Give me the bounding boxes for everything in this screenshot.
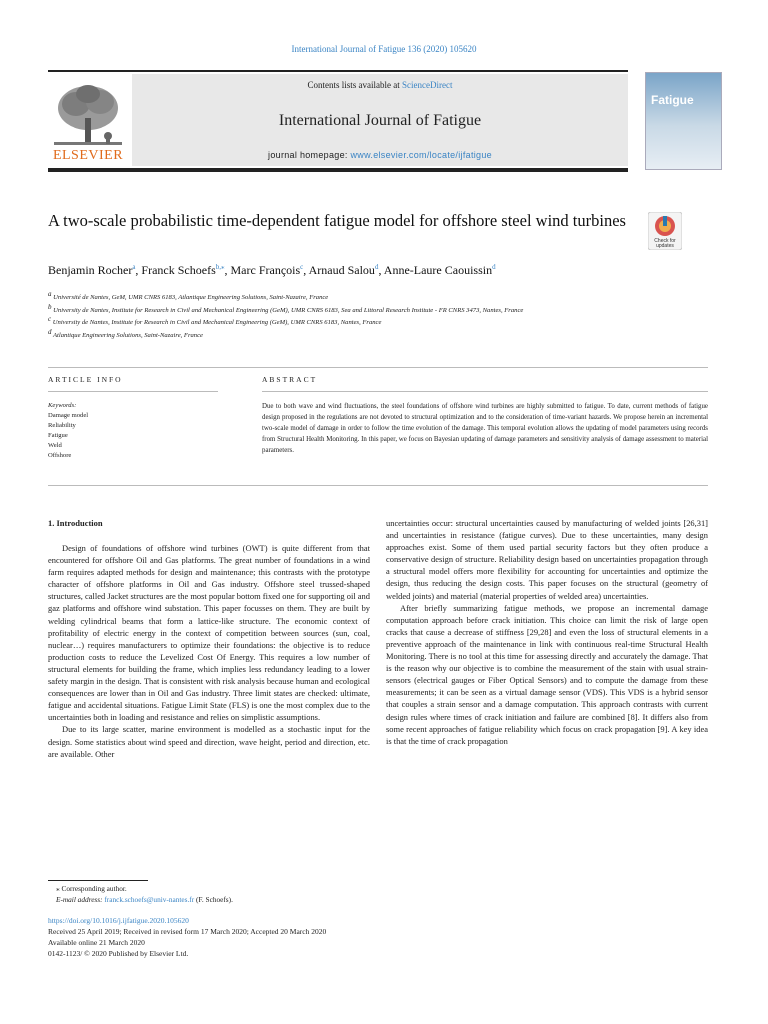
email-label: E-mail address: xyxy=(56,895,105,904)
author-sup[interactable]: a xyxy=(132,263,136,271)
author-sup[interactable]: d xyxy=(374,263,379,271)
author-name[interactable]: Arnaud Salou xyxy=(308,263,375,277)
keyword: Offshore xyxy=(48,452,72,459)
article-info-heading: ARTICLE INFO xyxy=(48,375,123,384)
affiliation-list xyxy=(48,290,688,341)
affiliation-text: University de Nantes, Institute for Research in Civil and Mechanical Engineering (GeM), UMR CNRS 6183, Sea and Littoral Research Institute - FR CNRS 3473, Nantes, France xyxy=(53,306,524,314)
author-name[interactable]: Marc François xyxy=(230,263,301,277)
doi-link[interactable]: https://doi.org/10.1016/j.ijfatigue.2020.105620 xyxy=(48,916,189,925)
author-name[interactable]: Anne-Laure Caouissin xyxy=(383,263,493,277)
body-column-left xyxy=(48,542,370,760)
keyword: Damage model xyxy=(48,412,89,419)
affiliation-item xyxy=(48,290,688,303)
journal-cover-image xyxy=(645,72,722,170)
email-line xyxy=(56,894,233,905)
affiliation-item xyxy=(48,303,688,316)
contents-prefix: Contents lists available at xyxy=(307,80,402,90)
contents-line xyxy=(132,80,628,90)
body-column-right xyxy=(386,517,708,747)
crossmark-icon[interactable] xyxy=(648,212,682,250)
divider xyxy=(48,485,708,486)
affiliation-item xyxy=(48,315,688,328)
homepage-line xyxy=(132,150,628,160)
available-online: Available online 21 March 2020 xyxy=(48,938,145,947)
affiliation-text: Atlantique Engineering Solutions, Saint-Nazaire, France xyxy=(53,332,203,340)
affiliation-sup: c xyxy=(48,315,52,324)
affiliation-sup: b xyxy=(48,302,52,311)
copyright: 0142-1123/ © 2020 Published by Elsevier Ltd. xyxy=(48,949,189,958)
footnote-rule xyxy=(48,880,148,881)
body-paragraph: After briefly summarizing fatigue methods, we propose an incremental damage computation approach before crack initiation. This choice can limit the risk of large open cracks that cause a decrease of stiffness [29,28] and even the loss of structural elements in a preventive approach of the maintenance in link with continuous real-time Structural Health Monitoring. There is no tool at this time for assessing directly and accurately the damage. That is the reason why our objective is to combine the measurement of the stain with usual strain-sensors (electrical gauges or Fiber Optical Sensors) and to compute the damage from these measurements; it can be seen as a virtual damage sensor (VDS). This VDS is a hybrid sensor that couples a strain sensor and a damage computation. This approach contrasts with current design rules where times of crack initiation and failure are combined [8]. It differs also from some recent approaches of fatigue reliability which focus on crack propagation [9]. A key idea is that the time of crack propagation xyxy=(386,602,708,746)
journal-name: International Journal of Fatigue xyxy=(278,112,482,129)
journal-reference[interactable]: International Journal of Fatigue 136 (2020) 105620 xyxy=(291,44,477,54)
affiliation-sup: d xyxy=(48,328,52,337)
keywords-block xyxy=(48,401,88,461)
article-history xyxy=(48,915,326,959)
email-suffix: (F. Schoefs). xyxy=(194,895,233,904)
header-rule-top xyxy=(48,70,628,72)
email-link[interactable]: franck.schoefs@univ-nantes.fr xyxy=(104,895,195,904)
corresponding-author-note: ⁎ Corresponding author. xyxy=(56,884,127,893)
keyword: Reliability xyxy=(48,422,76,429)
author-sup[interactable]: c xyxy=(300,263,304,271)
author-sup[interactable]: d xyxy=(492,263,496,271)
author-list: Benjamin Rocher$^a$, Franck Schoefs$^{b,⁎}$, Marc François$^c$, Arnaud Salou$^d$, Anne-Laure Caouissin$^d$ xyxy=(48,263,496,277)
received-dates: Received 25 April 2019; Received in revised form 17 March 2020; Accepted 20 March 2020 xyxy=(48,927,327,936)
keywords-label: Keywords: xyxy=(48,402,77,409)
article-title: A two-scale probabilistic time-dependent fatigue model for offshore steel wind turbines xyxy=(48,211,626,230)
homepage-prefix: journal homepage: xyxy=(268,150,351,160)
author-name[interactable]: Franck Schoefs xyxy=(141,263,216,277)
body-paragraph: Due to its large scatter, marine environment is modelled as a stochastic input for the design. Some statistics about wind speed and direction, wave height, period and direction, etc. are available. Other xyxy=(48,724,370,759)
affiliation-text: Université de Nantes, GeM, UMR CNRS 6183, Atlantique Engineering Solutions, Saint-Nazaire, France xyxy=(53,294,329,302)
divider xyxy=(48,367,708,368)
divider xyxy=(262,391,708,392)
affiliation-item xyxy=(48,328,688,341)
cover-title: Fatigue xyxy=(651,93,694,107)
section-heading: 1. Introduction xyxy=(48,518,103,528)
homepage-link[interactable]: www.elsevier.com/locate/ijfatigue xyxy=(350,150,492,160)
keyword: Fatigue xyxy=(48,432,68,439)
keyword: Weld xyxy=(48,442,62,449)
elsevier-wordmark: ELSEVIER xyxy=(52,148,124,163)
affiliation-sup: a xyxy=(48,290,52,298)
header-rule-bottom xyxy=(48,168,628,172)
body-paragraph: uncertainties occur: structural uncertainties caused by manufacturing of welded joints [26,31] and uncertainties in resistance (fatigue curves). Due to these uncertainties, many design approaches exist. Some of them used partial security factors but they often produce a conservative design of structure. Reliability design based on uncertainties propagation through a structural model offers more flexibility for accounting for uncertainties and optimize the design, thus reducing the design costs. This paper focuses on the structural (geometry of welded joints) and material (material properties of welded area) uncertainties. xyxy=(386,518,708,601)
author-sup[interactable]: b,⁎ xyxy=(215,263,225,271)
abstract-heading: ABSTRACT xyxy=(262,375,318,384)
author-name[interactable]: Benjamin Rocher xyxy=(48,263,133,277)
abstract-text: Due to both wave and wind fluctuations, the steel foundations of offshore wind turbines are highly submitted to fatigue. To date, current methods of fatigue design proposed in the regulations are not devoted to structural optimization and to the consideration of time-variant hazards. We propose herein an incremental two-scale model of damage in order to follow the time evolution of the damage. This temporal evolution allows the updating of model parameters using records from Structural Health Monitoring. In this paper, we focus on Bayesian updating of damage parameters and sensitivity analysis of damage assessment to material parameters. xyxy=(262,403,708,454)
affiliation-text: University de Nantes, Institute for Research in Civil and Mechanical Engineering (GeM), UMR CNRS 6183, Nantes, France xyxy=(52,319,382,327)
crossmark-label-2: updates xyxy=(656,243,674,249)
body-paragraph: Design of foundations of offshore wind turbines (OWT) is quite different from that encountered for offshore Oil and Gas platforms. The great number of foundations in a wind farm requires adapted methods for design and maintenance; this contrasts with the prototype character of offshore platforms in Oil and Gas industry. Offshore steel trussed-shaped structures, called Jacket structures are the most popular bottom fixed one for supporting oil and gaz platforms and offshore wind substation. This paper focusses on them. They are built by welding cylindrical beams that form a lattice-like structure. The economic context of profitability of electric energy in the context of competition between sources (sun, coal, nuclear…) requires manufacturers to optimize their foundations: the objective is to reduce production costs to reduce the Levelized Cost Of Energy. This requires a low number of structural elements for building the frame, which implies less redundancy leading to a lower safety margin in the design. That is consistent with risk analysis because human and ecological consequences are lower than in Oil and Gas industry. Three limit states are checked: ultimate, fatigue and accidental situations. Fatigue Limit State (FLS) is one the most complex due to the uncertainties both in loading and resistance and relies on simplistic assumptions. xyxy=(48,543,370,723)
footnote xyxy=(56,883,233,905)
sciencedirect-link[interactable]: ScienceDirect xyxy=(402,80,453,90)
crossmark-label-1: Check for xyxy=(654,238,676,244)
divider xyxy=(48,391,218,392)
